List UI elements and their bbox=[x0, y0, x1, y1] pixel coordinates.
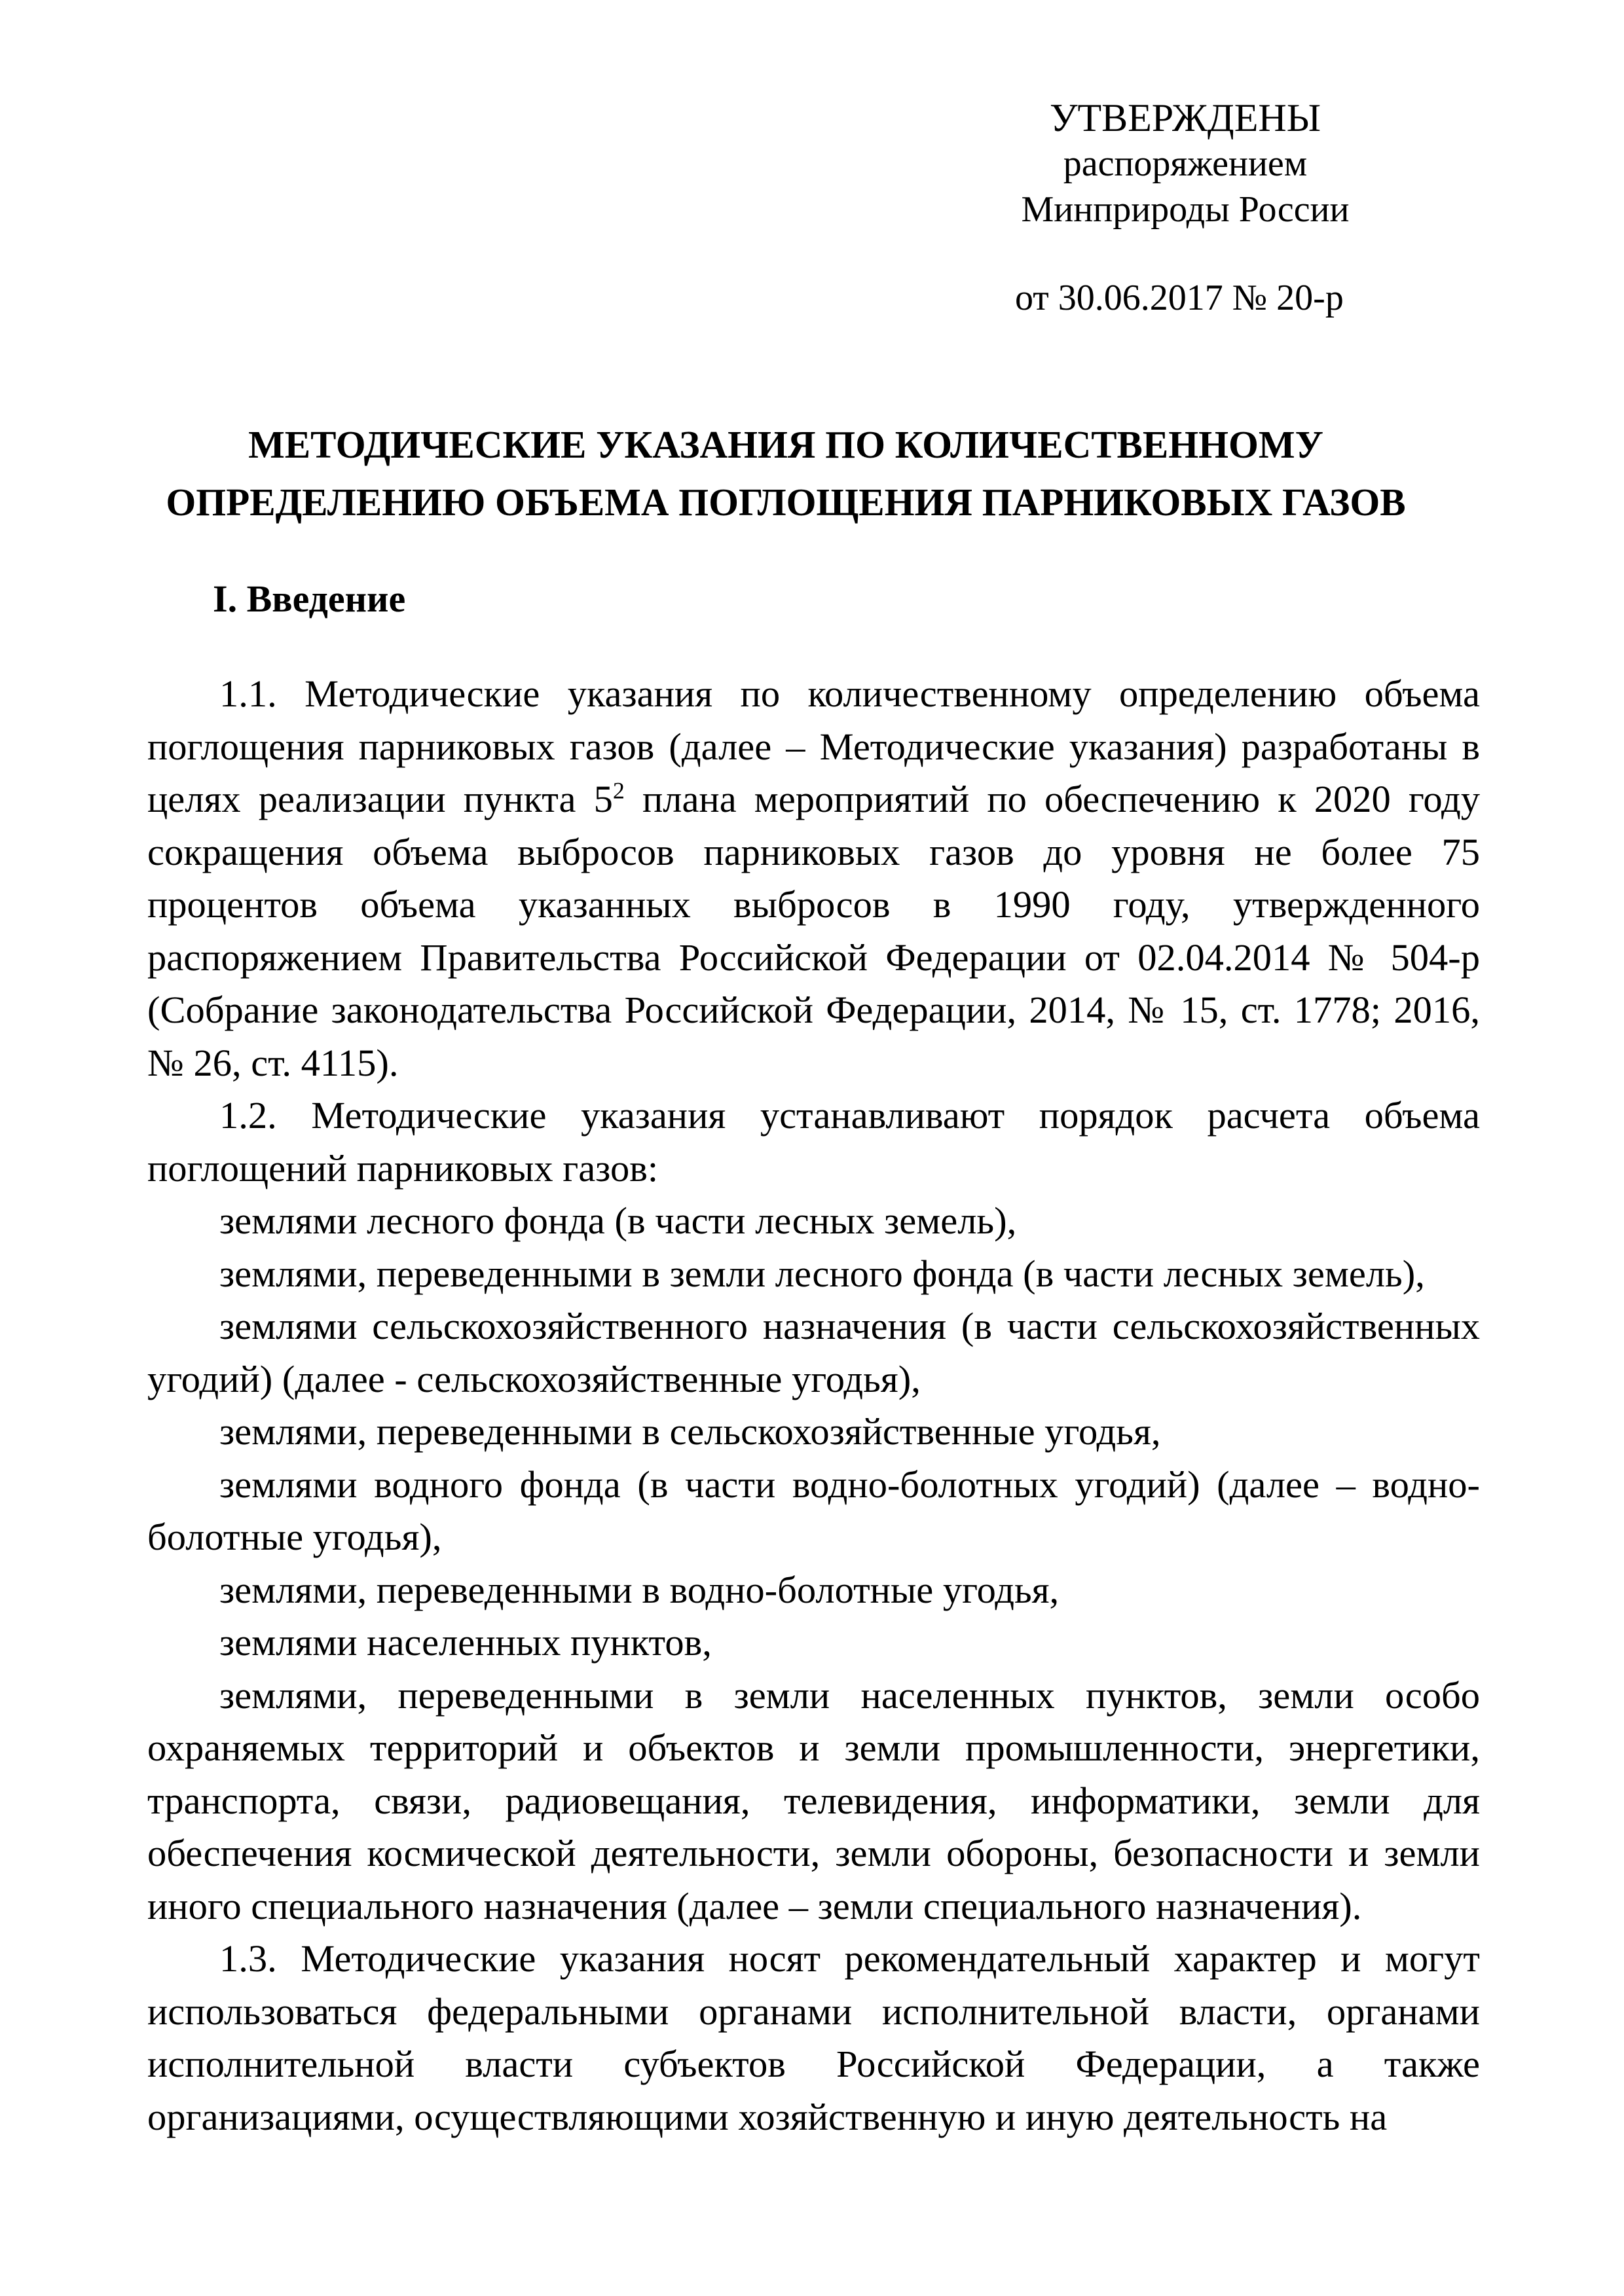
list-item: землями водного фонда (в части водно-болотных угодий) (далее – водно-болотные угодья), bbox=[147, 1463, 1480, 1558]
list-item: землями, переведенными в сельскохозяйственные угодья, bbox=[219, 1410, 1161, 1453]
approval-ministry: Минприроды России bbox=[1021, 189, 1350, 230]
paragraph-1-1-text-b: плана мероприятий по обеспечению к 2020 году сокращения объема выбросов парниковых газов до уровня не более 75 процентов объема указанных выбросов в 1990 году, утвержденного распоряжением Правительства Российской Федерации от 02.04.2014 № 504-р (Собрание законодательства Российской Федерации, 2014, № 15, ст. 1778; 2016, № 26, ст. 4115). bbox=[147, 778, 1480, 1084]
approval-stamp bbox=[956, 95, 1414, 232]
list-item: землями сельскохозяйственного назначения (в части сельскохозяйственных угодий) (далее - сельскохозяйственные угодья), bbox=[147, 1305, 1480, 1400]
approval-date: от 30.06.2017 № 20-р bbox=[1015, 278, 1344, 318]
document-body bbox=[147, 668, 1480, 2143]
list-item: землями, переведенными в земли лесного фонда (в части лесных земель), bbox=[219, 1252, 1425, 1295]
approval-by: распоряжением bbox=[1063, 143, 1308, 184]
list-item: землями лесного фонда (в части лесных земель), bbox=[219, 1199, 1017, 1242]
list-item: землями, переведенными в земли населенных пунктов, земли особо охраняемых территорий и объектов и земли промышленности, энергетики, транспорта, связи, радиовещания, телевидения, информатики, земли для обеспечения космической деятельности, земли обороны, безопасности и земли иного специального назначения (далее – земли специального назначения). bbox=[147, 1673, 1480, 1927]
list-item: землями, переведенными в водно-болотные угодья, bbox=[219, 1568, 1060, 1611]
section-heading: I. Введение bbox=[213, 577, 406, 620]
approval-title: УТВЕРЖДЕНЫ bbox=[1049, 96, 1321, 139]
superscript: 2 bbox=[612, 777, 625, 804]
paragraph-1-1 bbox=[147, 668, 1480, 1089]
document-title-line-1: МЕТОДИЧЕСКИЕ УКАЗАНИЯ ПО КОЛИЧЕСТВЕННОМУ bbox=[248, 423, 1323, 466]
paragraph-1-2: 1.2. Методические указания устанавливают порядок расчета объема поглощений парниковых газов: bbox=[147, 1094, 1480, 1190]
document-title bbox=[131, 416, 1441, 531]
document-title-line-2: ОПРЕДЕЛЕНИЮ ОБЪЕМА ПОГЛОЩЕНИЯ ПАРНИКОВЫХ ГАЗОВ bbox=[166, 481, 1406, 524]
list-item: землями населенных пунктов, bbox=[219, 1621, 712, 1664]
paragraph-1-3: 1.3. Методические указания носят рекомендательный характер и могут использоваться федеральными органами исполнительной власти, органами исполнительной власти субъектов Российской Федерации, а также организациями, осуществляющими хозяйственную и иную деятельность на bbox=[147, 1937, 1480, 2138]
paragraph-1-1-text-a: 1.1. Методические указания по количественному определению объема поглощения парниковых газов (далее – Методические указания) разработаны в целях реализации пункта 5 bbox=[147, 672, 1480, 820]
